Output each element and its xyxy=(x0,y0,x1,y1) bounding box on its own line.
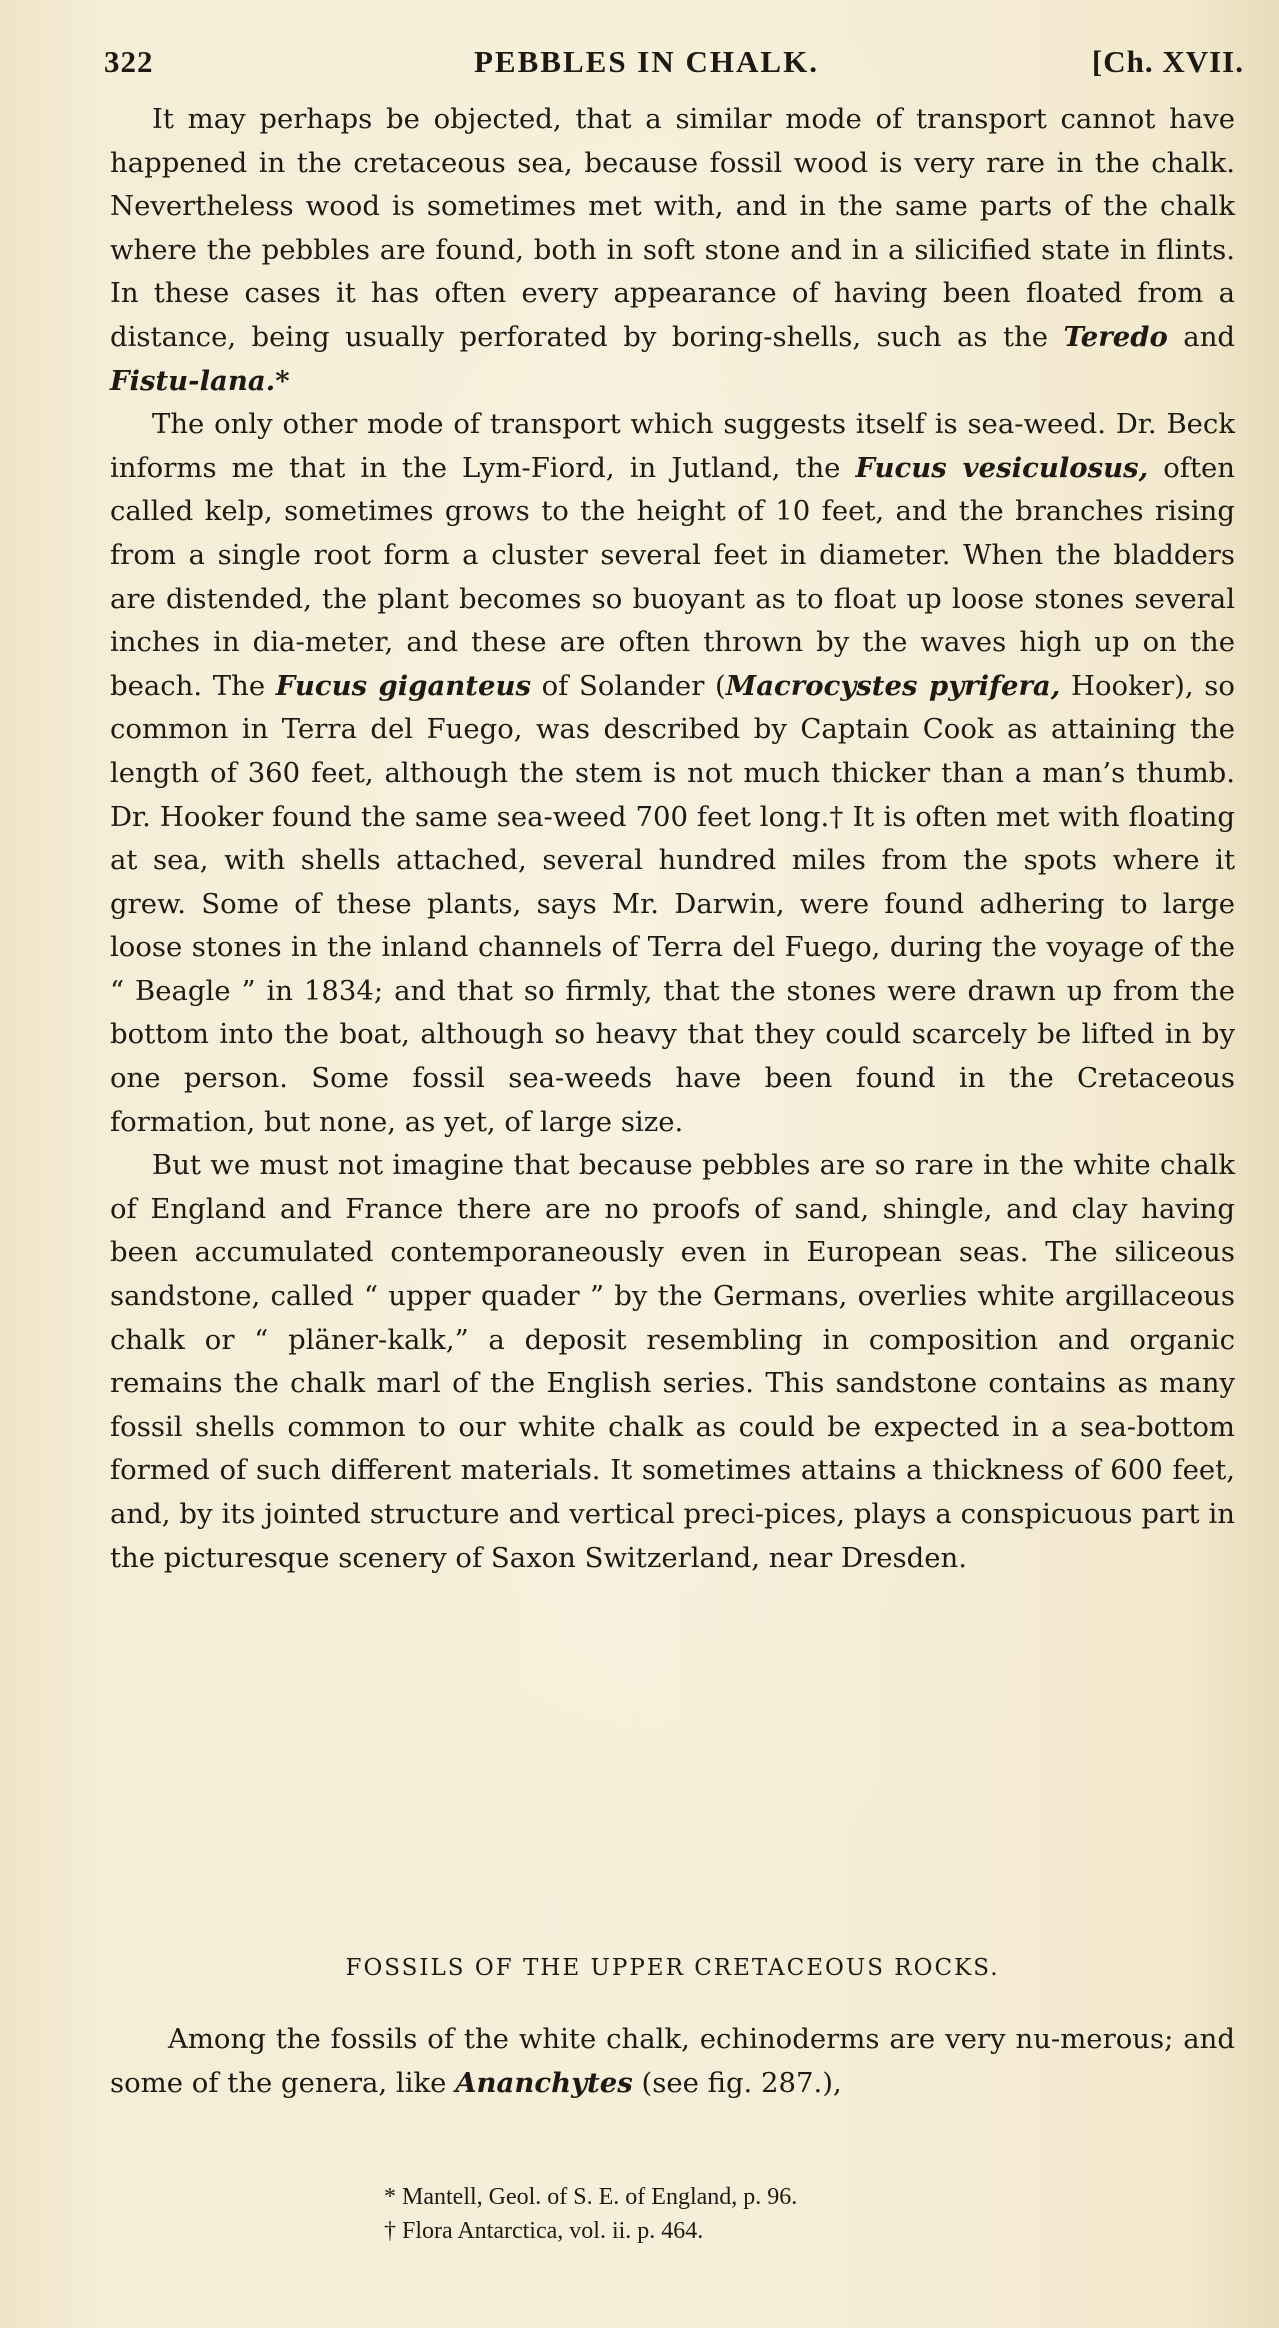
footnotes xyxy=(384,2180,1104,2248)
footnote: * Mantell, Geol. of S. E. of England, p. 96. xyxy=(384,2184,798,2210)
italic-term: Ananchytes xyxy=(455,2066,633,2099)
chapter-label: [Ch. XVII. xyxy=(1091,44,1244,79)
page-number: 322 xyxy=(104,44,154,79)
paragraph xyxy=(110,1144,1235,1580)
italic-term: Fucus giganteus xyxy=(275,669,531,702)
text-run: It may perhaps be objected, that a similar mode of transport cannot have happened in the cretaceous sea, because fossil wood is very rare in the chalk. Nevertheless wood is sometimes met with, and in the same parts of the chalk where the pebbles are found, both in soft stone and in a silicified state in flints. In these cases it has often every appearance of having been floated from a distance, being usually perforated by boring-shells, such as the xyxy=(110,103,1235,353)
italic-term: Fucus vesiculosus, xyxy=(855,451,1149,484)
italic-term: Teredo xyxy=(1063,320,1168,353)
section-heading: FOSSILS OF THE UPPER CRETACEOUS ROCKS. xyxy=(345,1955,1000,1981)
text-run: and xyxy=(1167,320,1236,353)
text-run: Among the fossils of the white chalk, echinoderms are very nu-merous; and some of the genera, like xyxy=(110,2023,1235,2099)
section-paragraph xyxy=(110,2018,1235,2105)
text-run: often called kelp, sometimes grows to the height of 10 feet, and the branches rising from a single root form a cluster several feet in diameter. When the bladders are distended, the plant becomes so buoyant as to float up loose stones several inches in dia-meter, and these are often thrown by the waves high up on the beach. The xyxy=(110,451,1235,702)
italic-term: Macrocystes pyrifera, xyxy=(725,669,1061,702)
italic-term: Fistu-lana.* xyxy=(110,364,290,397)
text-run: of Solander ( xyxy=(530,669,726,702)
running-title: PEBBLES IN CHALK. xyxy=(474,44,819,79)
paragraph xyxy=(110,98,1235,403)
text-run: Hooker), so common in Terra del Fuego, was described by Captain Cook as attaining the length of 360 feet, although the stem is not much thicker than a man’s thumb. Dr. Hooker found the same sea-weed 700 feet long.† It is often met with floating at sea, with shells attached, several hundred miles from the spots where it grew. Some of these plants, says Mr. Darwin, were found adhering to large loose stones in the inland channels of Terra del Fuego, during the voyage of the “ Beagle ” in 1834; and that so firmly, that the stones were drawn up from the bottom into the boat, although so heavy that they could scarcely be lifted in by one person. Some fossil sea-weeds have been found in the Cretaceous formation, but none, as yet, of large size. xyxy=(110,669,1235,1138)
running-header xyxy=(104,44,1244,86)
body-text xyxy=(110,98,1235,1580)
paragraph xyxy=(110,403,1235,1144)
footnote: † Flora Antarctica, vol. ii. p. 464. xyxy=(384,2218,704,2244)
text-run: But we must not imagine that because pebbles are so rare in the white chalk of England and France there are no proofs of sand, shingle, and clay having been accumulated contemporaneously even in European seas. The siliceous sandstone, called “ upper quader ” by the Germans, overlies white argillaceous chalk or “ pläner-kalk,” a deposit resembling in composition and organic remains the chalk marl of the English series. This sandstone contains as many fossil shells common to our white chalk as could be expected in a sea-bottom formed of such different materials. It sometimes attains a thickness of 600 feet, and, by its jointed structure and vertical preci-pices, plays a conspicuous part in the picturesque scenery of Saxon Switzerland, near Dresden. xyxy=(110,1149,1235,1574)
section-body-text xyxy=(110,2018,1235,2105)
text-run: The only other mode of transport which suggests itself is sea-weed. Dr. Beck informs me that in the Lym-Fiord, in Jutland, the xyxy=(110,408,1235,484)
text-run: (see fig. 287.), xyxy=(632,2066,842,2099)
